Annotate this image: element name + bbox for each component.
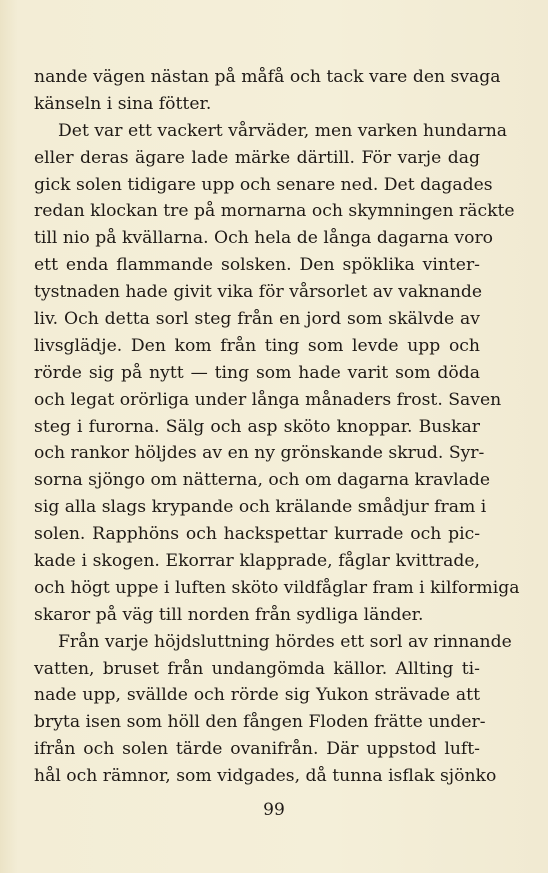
text-line: tystnaden hade givit vika för vårsorlet av vaknande — [34, 282, 483, 303]
text-line: solen. Rapphöns och hackspettar kurrade och pic- — [34, 524, 480, 545]
text-line: och rankor höljdes av en ny grönskande skrud. Syr- — [34, 443, 485, 464]
text-line: skaror på väg till norden från sydliga länder. — [34, 604, 424, 625]
text-line: kade i skogen. Ekorrar klapprade, fåglar kvittrade, — [34, 551, 480, 572]
text-line: ett enda flammande solsken. Den spöklika vinter- — [34, 255, 480, 276]
text-line: och legat orörliga under långa månaders frost. Saven — [34, 389, 502, 410]
text-line: sig alla slags krypande och krälande smådjur fram i — [34, 497, 487, 518]
text-line: rörde sig på nytt — ting som hade varit som döda — [34, 362, 480, 383]
page-number: 99 — [263, 800, 285, 820]
text-line: nande vägen nästan på måfå och tack vare den svaga — [34, 67, 501, 87]
text-line: redan klockan tre på mornarna och skymningen räckte — [34, 201, 515, 222]
text-line: hål och rämnor, som vidgades, då tunna isflak sjönko — [34, 766, 497, 787]
text-line: eller deras ägare lade märke därtill. För varje dag — [34, 147, 480, 168]
text-line: steg i furorna. Sälg och asp sköto knoppar. Buskar — [34, 416, 480, 437]
text-line: livsglädje. Den kom från ting som levde upp och — [34, 335, 480, 356]
text-line: till nio på kvällarna. Och hela de långa dagarna voro — [34, 228, 494, 249]
text-line: nade upp, svällde och rörde sig Yukon strävade att — [34, 685, 480, 706]
text-line: vatten, bruset från undangömda källor. Allting ti- — [34, 658, 480, 679]
text-line: gick solen tidigare upp och senare ned. Det dagades — [34, 174, 493, 195]
body-text — [34, 64, 520, 790]
text-line: bryta isen som höll den fången Floden frätte under- — [34, 712, 486, 733]
text-line: känseln i sina fötter. — [34, 93, 212, 114]
text-line: sorna sjöngo om nätterna, och om dagarna kravlade — [34, 470, 491, 491]
text-line: liv. Och detta sorl steg från en jord som skälvde av — [34, 309, 480, 330]
text-line: och högt uppe i luften sköto vildfåglar fram i kilformiga — [34, 577, 520, 598]
text-line: ifrån och solen tärde ovanifrån. Där uppstod luft- — [34, 739, 480, 760]
text-line: Det var ett vackert vårväder, men varken hundarna — [58, 120, 508, 141]
text-line: Från varje höjdsluttning hördes ett sorl av rinnande — [58, 631, 512, 652]
